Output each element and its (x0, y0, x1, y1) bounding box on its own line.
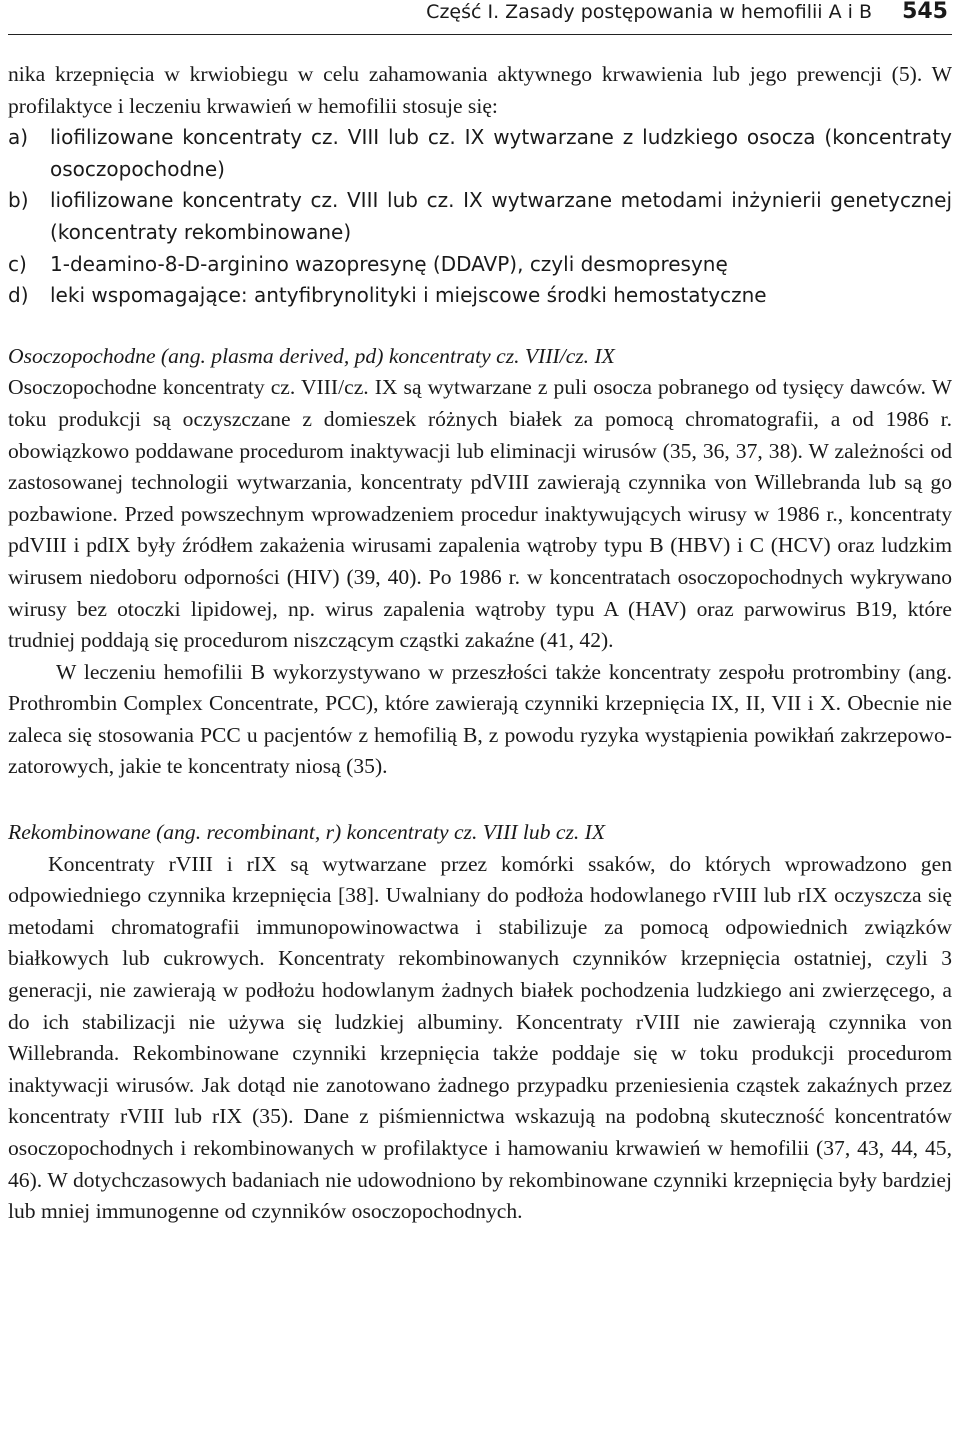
list-item-text: 1-deamino-8-D-arginino wazopresynę (DDAVP), czyli desmopresynę (50, 251, 728, 276)
section-plasma-derived-paragraph-1: Osoczopochodne koncentraty cz. VIII/cz. IX są wytwarzane z puli osocza pobranego od tysięcy dawców. W toku produkcji są oczyszczane z domieszek różnych białek za pomocą chromatografii, a od 1986 r. obowiązkowo poddawane procedurom inaktywacji lub eliminacji wirusów (35, 36, 37, 38). W zależności od zastosowanej technologii wytwarzania, koncentraty pdVIII zawierają czynnika von Willebranda lub są go pozbawione. Przed powszechnym wprowadzeniem procedur inaktywujących wirusy w 1986 r., koncentraty pdVIII i pdIX były źródłem zakażenia wirusami zapalenia wątroby typu B (HBV) i C (HCV) oraz ludzkim wirusem niedoboru odporności (HIV) (39, 40). Po 1986 r. w koncentratach osoczopochodnych wykrywano wirusy bez otoczki lipidowej, np. wirus zapalenia wątroby typu A (HAV) oraz parwowirus B19, które trudniej poddają się procedurom niszczącym cząstki zakaźne (41, 42). (8, 375, 952, 653)
list-item (8, 122, 952, 185)
list-item-text: liofilizowane koncentraty cz. VIII lub cz. IX wytwarzane metodami inżynierii genetycznej (koncentraty rekombinowane) (50, 188, 952, 244)
running-title: Część I. Zasady postępowania w hemofilii A i B (426, 1, 872, 23)
list-item (8, 280, 952, 312)
list-item (8, 185, 952, 248)
page-header (0, 0, 960, 36)
treatment-list (8, 122, 952, 312)
list-marker: c) (8, 251, 27, 276)
page-number: 545 (902, 0, 948, 24)
section-heading-recombinant: Rekombinowane (ang. recombinant, r) koncentraty cz. VIII lub cz. IX (8, 820, 606, 845)
list-item (8, 249, 952, 281)
list-marker: a) (8, 125, 29, 150)
list-marker: d) (8, 283, 29, 308)
spacer (8, 783, 952, 817)
header-rule (8, 34, 952, 35)
section-recombinant-paragraph-1: Koncentraty rVIII i rIX są wytwarzane przez komórki ssaków, do których wprowadzono gen odpowiedniego czynnika krzepnięcia [38]. Uwalniany do podłoża hodowlanego rVIII lub rIX oczyszcza się metodami chromatografii immunopowinowactwa i stabilizuje za pomocą odpowiednich związków białkowych lub cukrowych. Koncentraty rekombinowanych czynników krzepnięcia ostatniej, czyli 3 generacji, nie zawierają w podłożu hodowlanym żadnych białek pochodzenia ludzkiego ani zwierzęcego, a do ich stabilizacji nie używa się ludzkiej albuminy. Koncentraty rVIII nie zawierają czynnika von Willebranda. Rekombinowane czynniki krzepnięcia także poddaje się w toku produkcji procedurom inaktywacji wirusów. Jak dotąd nie zanotowano żadnego przypadku przeniesienia cząstek zakaźnych przez koncentraty rVIII lub rIX (35). Dane z piśmiennictwa wskazują na podobną skuteczność koncentratów osoczopochodnych i rekombinowanych w profilaktyce i hamowaniu krwawień w hemofilii (37, 43, 44, 45, 46). W dotychczasowych badaniach nie udowodniono by rekombinowane czynniki krzepnięcia były bardziej lub mniej immunogenne od czynników osoczopochodnych. (8, 851, 952, 1224)
list-item-text: liofilizowane koncentraty cz. VIII lub cz. IX wytwarzane z ludzkiego osocza (koncentraty osoczopochodne) (50, 125, 952, 181)
section-heading-plasma-derived: Osoczopochodne (ang. plasma derived, pd) koncentraty cz. VIII/cz. IX (8, 343, 615, 368)
section-plasma-derived-paragraph-2: W leczeniu hemofilii B wykorzystywano w przeszłości także koncentraty zespołu protrombiny (ang. Prothrombin Complex Concentrate, PCC), które zawierają czynniki krzepnięcia IX, II, VII i X. Obecnie nie zaleca się stosowania PCC u pacjentów z hemofilią B, z powodu ryzyka wystąpienia powikłań zakrzepowo-zatorowych, jakie te koncentraty niosą (35). (8, 659, 952, 779)
page-body (8, 59, 952, 1228)
spacer (8, 312, 952, 341)
list-marker: b) (8, 188, 29, 213)
intro-paragraph: nika krzepnięcia w krwiobiegu w celu zahamowania aktywnego krwawienia lub jego prewencji (5). W profilaktyce i leczeniu krwawień w hemofilii stosuje się: (8, 62, 952, 118)
list-item-text: leki wspomagające: antyfibrynolityki i miejscowe środki hemostatyczne (50, 283, 767, 308)
